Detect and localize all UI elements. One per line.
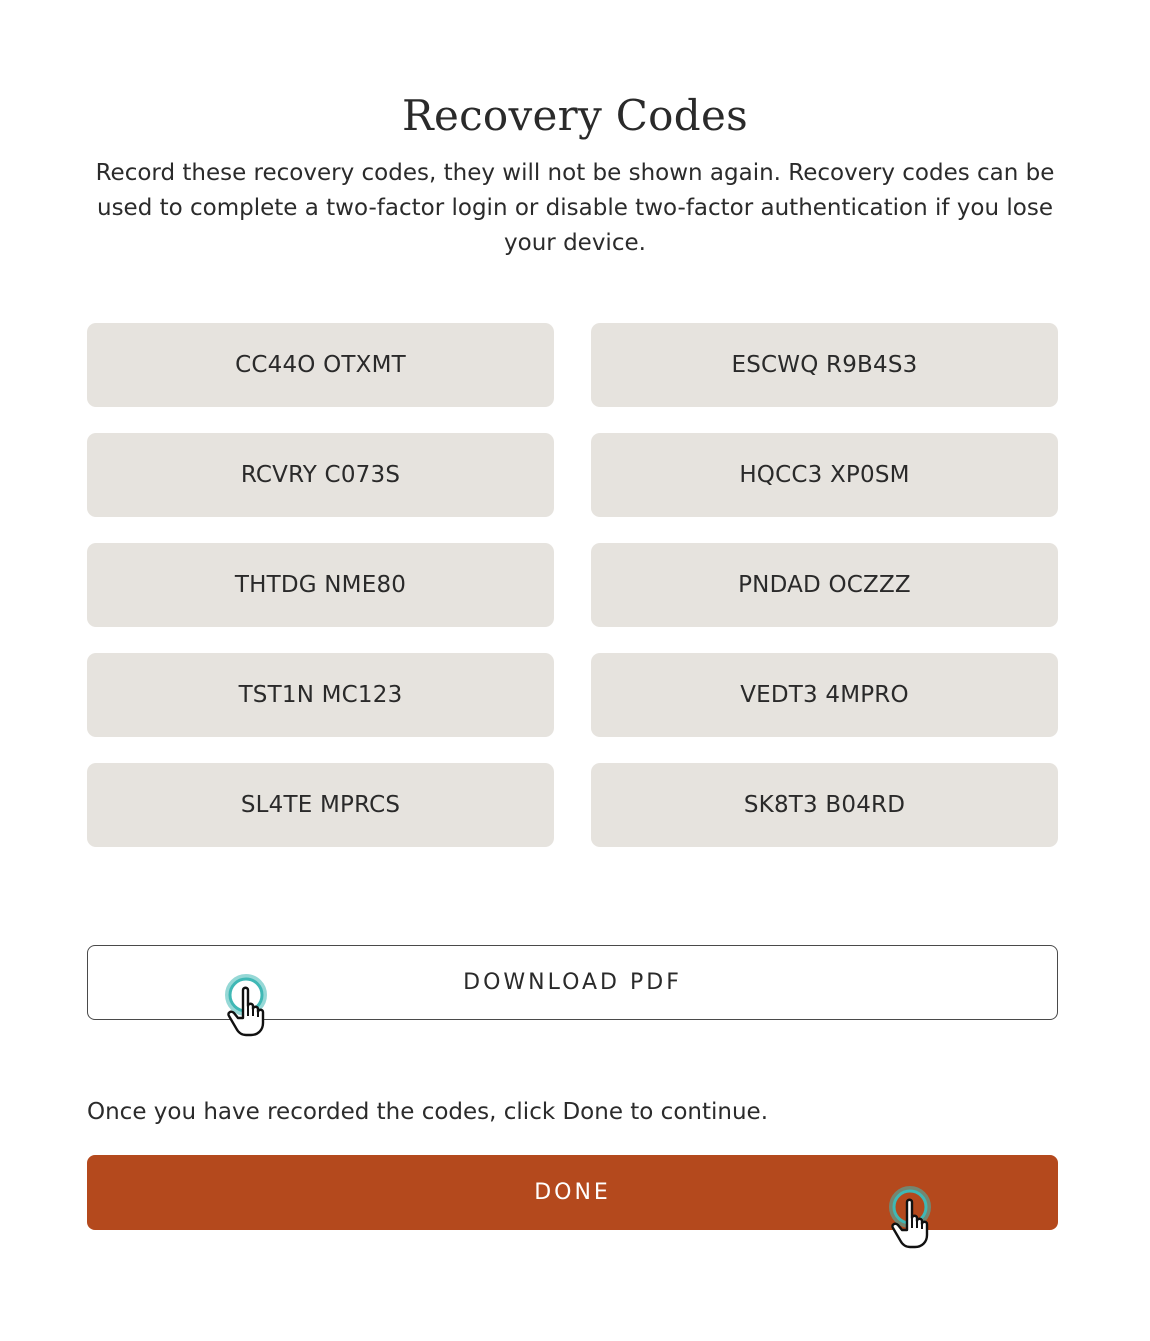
recovery-code: SL4TE MPRCS (87, 763, 554, 847)
page-title: Recovery Codes (402, 91, 748, 140)
recovery-code: HQCC3 XP0SM (591, 433, 1058, 517)
page-description: Record these recovery codes, they will not be shown again. Recovery codes can be used to complete a two-factor login or disable two-factor authentication if you lose your device. (95, 160, 1055, 256)
download-pdf-button[interactable]: DOWNLOAD PDF (87, 945, 1058, 1020)
recovery-code: VEDT3 4MPRO (591, 653, 1058, 737)
recovery-code: RCVRY C073S (87, 433, 554, 517)
recovery-codes-grid (87, 323, 1058, 847)
recovery-code: ESCWQ R9B4S3 (591, 323, 1058, 407)
recovery-code: SK8T3 B04RD (591, 763, 1058, 847)
recovery-code: TST1N MC123 (87, 653, 554, 737)
done-button[interactable]: DONE (87, 1155, 1058, 1230)
recovery-code: CC44O OTXMT (87, 323, 554, 407)
recovery-code: THTDG NME80 (87, 543, 554, 627)
done-instructions: Once you have recorded the codes, click Done to continue. (87, 1099, 769, 1125)
recovery-code: PNDAD OCZZZ (591, 543, 1058, 627)
